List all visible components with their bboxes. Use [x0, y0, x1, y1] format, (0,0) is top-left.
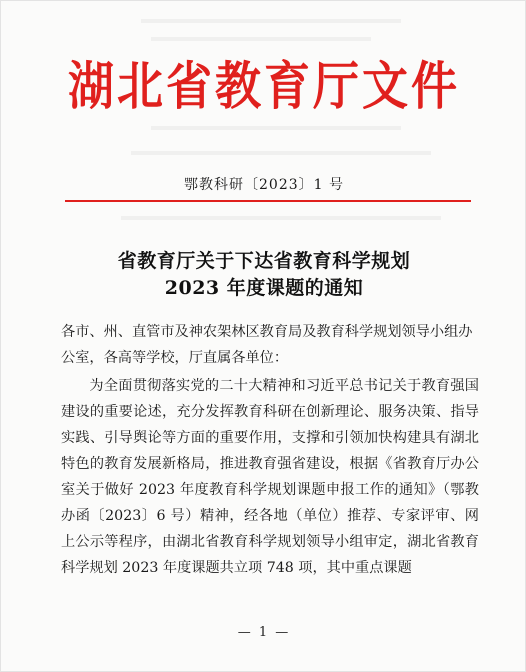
scan-bleed-mark [131, 151, 431, 155]
addressee-paragraph: 各市、州、直管市及神农架林区教育局及教育科学规划领导小组办公室，各高等学校，厅直属各单位： [61, 324, 473, 366]
scan-bleed-mark [151, 37, 371, 41]
body-paragraph: 为全面贯彻落实党的二十大精神和习近平总书记关于教育强国建设的重要论述，充分发挥教育科研在创新理论、服务决策、指导实践、引导舆论等方面的重要作用，支撑和引领加快构建具有湖北特色的教育发展新格局，推进教育强省建设，根据《省教育厅办公室关于做好 2023 年度教育科学规划课题申报工作的通知》（鄂教办函〔2023〕6 号）精神，经各地（单位）推荐、专家评审、网上公示等程序，由湖北省教育科学规划领导小组审定，湖北省教育科学规划 2023 年度课题共立项 748 项，其中重点课题 [61, 378, 479, 576]
scan-bleed-mark [141, 19, 401, 23]
notice-title-line1: 省教育厅关于下达省教育科学规划 [117, 250, 411, 272]
page-number: — 1 — [237, 625, 291, 640]
scan-bleed-mark [151, 126, 401, 130]
notice-title-line2: 2023 年度课题的通知 [164, 277, 364, 299]
red-divider-line [65, 200, 471, 202]
document-number: 鄂教科研〔2023〕1 号 [184, 177, 344, 193]
scan-bleed-mark [121, 216, 441, 220]
letterhead-title: 湖北省教育厅文件 [68, 55, 460, 117]
